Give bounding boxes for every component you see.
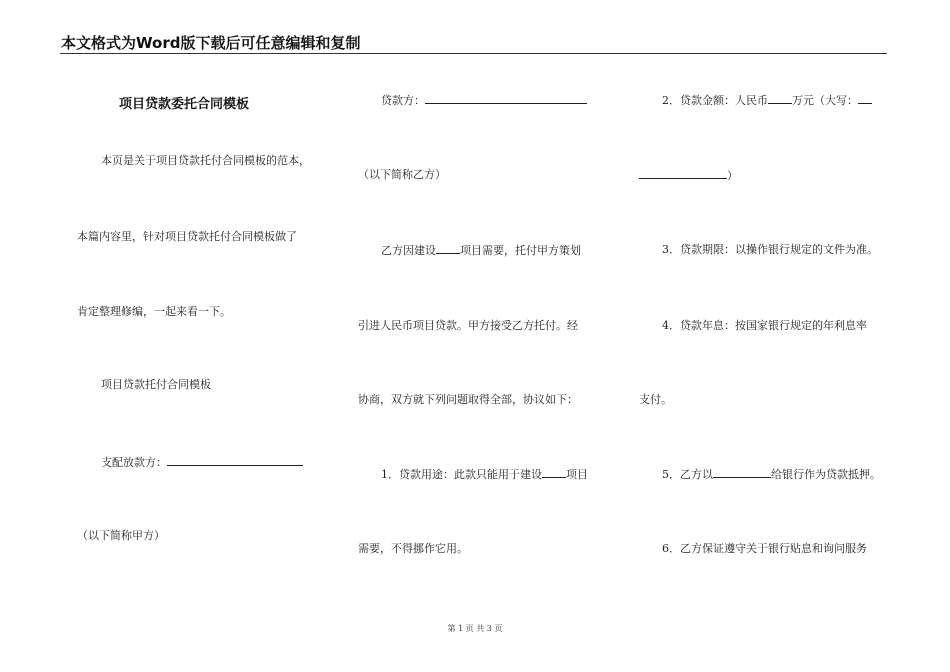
clause-1-text-a: 1．贷款用途：此款只能用于建设 <box>381 468 542 481</box>
clause-3: 3．贷款期限：以操作银行规定的文件为准。 <box>662 243 878 256</box>
clause-6: 6．乙方保证遵守关于银行贴息和询问服务 <box>662 542 867 555</box>
project-name-blank <box>436 243 460 254</box>
clause-2-text-a: 2．贷款金额：人民币 <box>662 94 768 107</box>
intro-line-3: 肯定整理修编，一起来看一下。 <box>77 305 231 318</box>
borrower-alias: （以下简称乙方） <box>358 168 446 181</box>
header-divider <box>60 53 887 54</box>
purpose-paragraph-line-2: 引进人民币项目贷款。甲方接受乙方托付。经 <box>358 319 578 332</box>
lender-label: 支配放款方： <box>101 456 167 469</box>
page-number: 第 1 页 共 3 页 <box>447 624 503 633</box>
clause-1-line-1 <box>381 467 588 482</box>
clause-1-text-b: 项目 <box>566 468 588 481</box>
clause-1-blank <box>542 467 566 478</box>
clause-4-line-1: 4．贷款年息：按国家银行规定的年利息率 <box>662 319 867 332</box>
lender-line <box>101 455 303 470</box>
borrower-label: 贷款方： <box>381 94 425 107</box>
clause-4-line-2: 支付。 <box>639 393 672 406</box>
purpose-paragraph-line-3: 协商，双方就下列问题取得全部，协议如下： <box>358 393 578 406</box>
clause-2-line-1 <box>662 93 872 108</box>
lender-alias: （以下简称甲方） <box>77 529 165 542</box>
intro-line-2: 本篇内容里，针对项目贷款托付合同模板做了 <box>77 230 297 243</box>
intro-line-1: 本页是关于项目贷款托付合同模板的范本， <box>101 154 310 167</box>
lender-blank <box>167 455 303 466</box>
clause-2-text-b: 万元（大写： <box>792 94 858 107</box>
clause-2-line-2 <box>639 168 738 183</box>
amount-words-blank <box>858 93 872 104</box>
amount-blank <box>768 93 792 104</box>
clause-5 <box>662 467 881 482</box>
clause-5-text-a: 5．乙方以 <box>662 468 713 481</box>
document-title: 项目贷款委托合同模板 <box>119 97 250 112</box>
borrower-line <box>381 93 587 108</box>
clause-1-line-2: 需要，不得挪作它用。 <box>358 542 468 555</box>
purpose-paragraph-line-1 <box>381 243 581 258</box>
contract-subtitle: 项目贷款托付合同模板 <box>101 378 211 391</box>
document-header-title: 本文格式为Word版下载后可任意编辑和复制 <box>61 34 361 52</box>
clause-2-text-c: ） <box>727 169 738 182</box>
p1-text-b: 项目需要，托付甲方策划 <box>460 244 581 257</box>
amount-words-blank-cont <box>639 168 727 179</box>
p1-text-a: 乙方因建设 <box>381 244 436 257</box>
collateral-blank <box>713 467 771 478</box>
clause-5-text-b: 给银行作为贷款抵押。 <box>771 468 881 481</box>
borrower-blank <box>425 93 587 104</box>
